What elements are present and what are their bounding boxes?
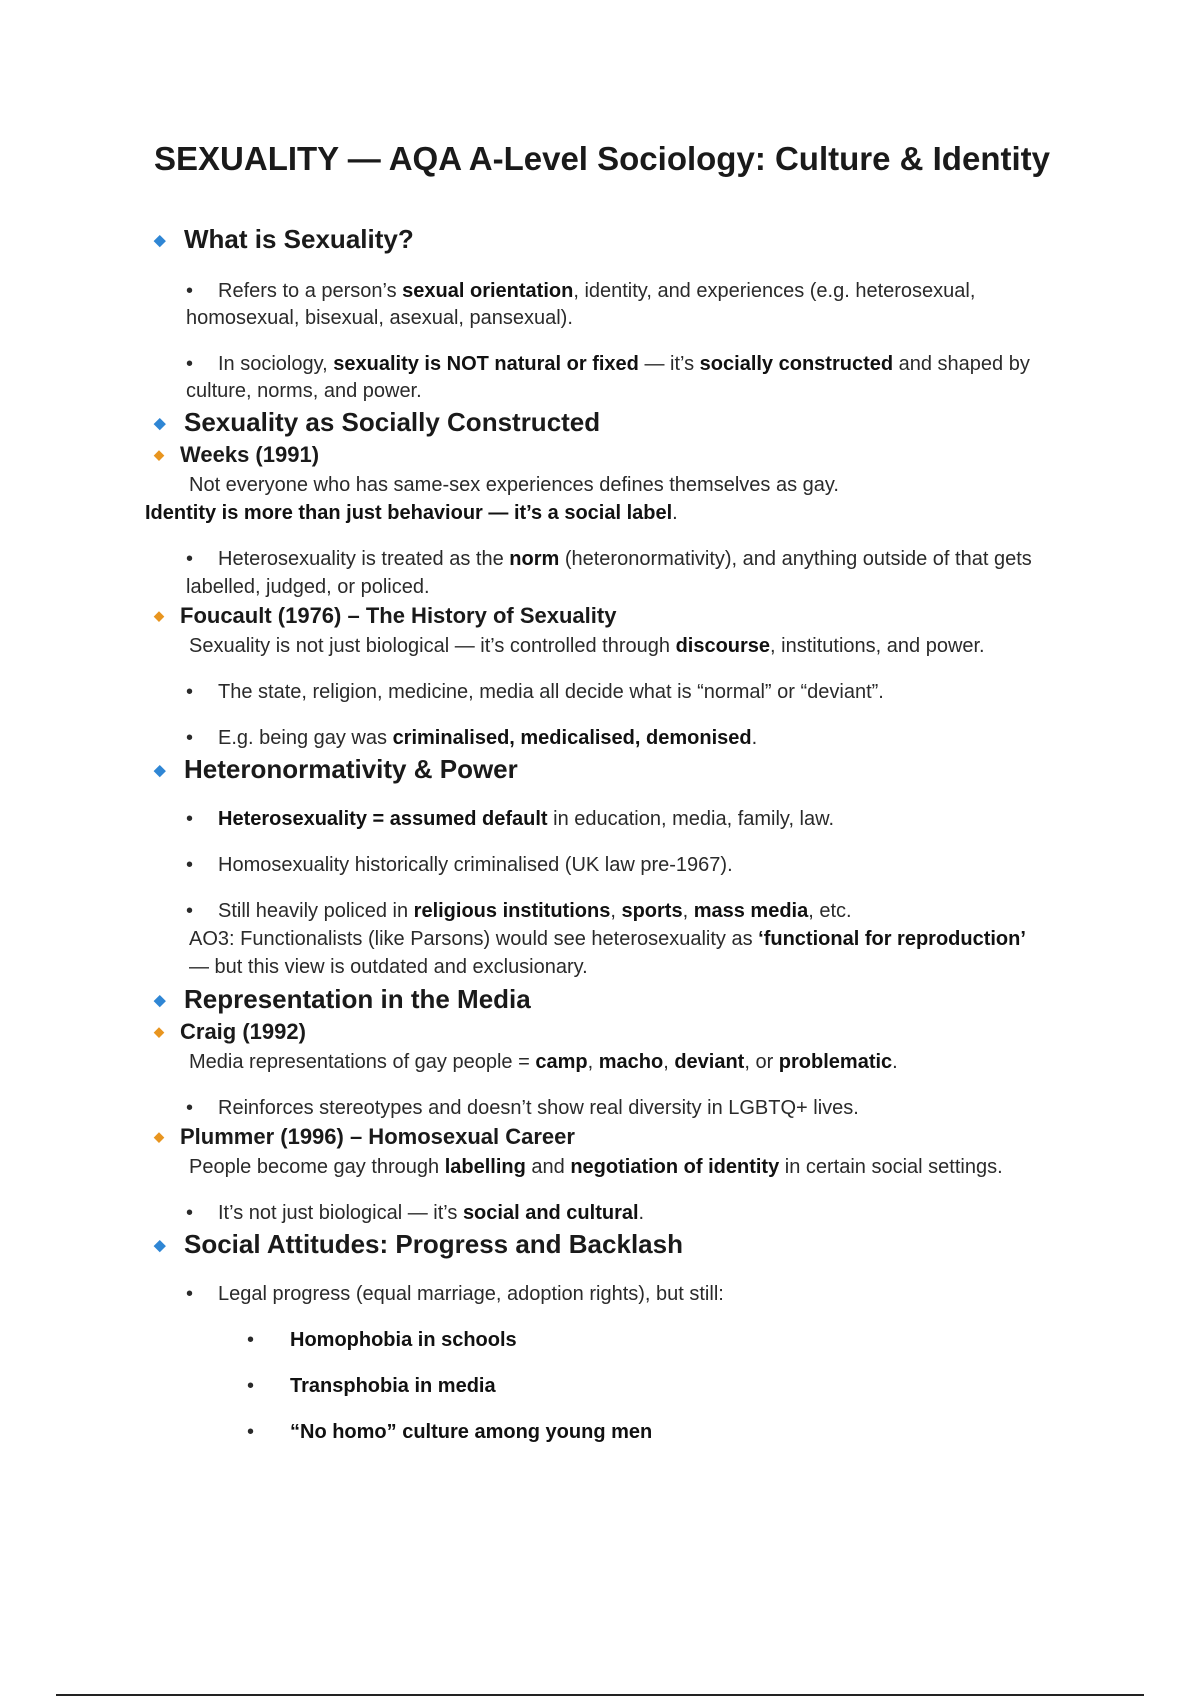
- list-item-continuation: culture, norms, and power.: [186, 380, 422, 402]
- bullet-icon: •: [247, 1421, 255, 1443]
- subheading-weeks: ◆ Weeks (1991): [154, 442, 320, 467]
- foucault-text: Sexuality is not just biological — it’s controlled through discourse, institutions, and power.: [189, 635, 985, 657]
- bullet-icon: •: [186, 548, 194, 570]
- list-item: Reinforces stereotypes and doesn’t show real diversity in LGBTQ+ lives.: [218, 1097, 859, 1119]
- list-item: In sociology, sexuality is NOT natural or fixed — it’s socially constructed and shaped by: [218, 353, 1030, 375]
- bullet-icon: •: [186, 1097, 194, 1119]
- section-heading-what-is-sexuality: ◆ What is Sexuality?: [154, 224, 414, 254]
- nested-list-item: “No homo” culture among young men: [290, 1421, 653, 1443]
- list-item-continuation: labelled, judged, or policed.: [186, 576, 430, 598]
- page-title: SEXUALITY — AQA A-Level Sociology: Culture & Identity: [154, 140, 1050, 177]
- bullet-icon: •: [186, 1283, 194, 1305]
- section-heading-social-attitudes: ◆ Social Attitudes: Progress and Backlash: [154, 1229, 683, 1259]
- blue-diamond-icon: ◆: [154, 762, 166, 779]
- bullet-icon: •: [186, 727, 194, 749]
- list-item: Legal progress (equal marriage, adoption rights), but still:: [218, 1283, 724, 1305]
- bullet-icon: •: [186, 808, 194, 830]
- weeks-text-bold: Identity is more than just behaviour — it’s a social label.: [145, 502, 678, 524]
- subheading-foucault: ◆ Foucault (1976) – The History of Sexuality: [154, 603, 617, 628]
- list-item: E.g. being gay was criminalised, medicalised, demonised.: [218, 727, 758, 749]
- ao3-evaluation-continuation: — but this view is outdated and exclusionary.: [189, 956, 588, 978]
- orange-diamond-icon: ◆: [154, 608, 164, 623]
- section-heading-socially-constructed: ◆ Sexuality as Socially Constructed: [154, 407, 601, 437]
- plummer-text: People become gay through labelling and negotiation of identity in certain social settings.: [189, 1156, 1003, 1178]
- subheading-craig: ◆ Craig (1992): [154, 1019, 306, 1044]
- page-bottom-divider: [56, 1694, 1144, 1696]
- bullet-icon: •: [247, 1329, 255, 1351]
- blue-diamond-icon: ◆: [154, 992, 166, 1009]
- list-item: Refers to a person’s sexual orientation, identity, and experiences (e.g. heterosexual,: [218, 280, 976, 302]
- subheading-plummer: ◆ Plummer (1996) – Homosexual Career: [154, 1124, 575, 1149]
- bullet-icon: •: [186, 900, 194, 922]
- list-item: Heterosexuality = assumed default in education, media, family, law.: [218, 808, 835, 830]
- ao3-evaluation: AO3: Functionalists (like Parsons) would see heterosexuality as ‘functional for reproduction’: [189, 928, 1026, 950]
- bullet-icon: •: [186, 353, 194, 375]
- orange-diamond-icon: ◆: [154, 447, 164, 462]
- blue-diamond-icon: ◆: [154, 1237, 166, 1254]
- nested-list-item: Homophobia in schools: [290, 1329, 517, 1351]
- section-heading-media: ◆ Representation in the Media: [154, 984, 531, 1014]
- section-heading-heteronormativity: ◆ Heteronormativity & Power: [154, 754, 518, 784]
- craig-text: Media representations of gay people = camp, macho, deviant, or problematic.: [189, 1051, 898, 1073]
- list-item: Heterosexuality is treated as the norm (heteronormativity), and anything outside of that gets: [218, 548, 1032, 570]
- bullet-icon: •: [186, 1202, 194, 1224]
- list-item: Homosexuality historically criminalised (UK law pre-1967).: [218, 854, 733, 876]
- list-item: It’s not just biological — it’s social and cultural.: [218, 1202, 645, 1224]
- list-item: The state, religion, medicine, media all decide what is “normal” or “deviant”.: [218, 681, 884, 703]
- list-item-continuation: homosexual, bisexual, asexual, pansexual).: [186, 307, 573, 329]
- bullet-icon: •: [186, 681, 194, 703]
- bullet-icon: •: [247, 1375, 255, 1397]
- bullet-icon: •: [186, 280, 194, 302]
- orange-diamond-icon: ◆: [154, 1024, 164, 1039]
- list-item: Still heavily policed in religious institutions, sports, mass media, etc.: [218, 900, 852, 922]
- blue-diamond-icon: ◆: [154, 232, 166, 249]
- orange-diamond-icon: ◆: [154, 1129, 164, 1144]
- weeks-text: Not everyone who has same-sex experiences defines themselves as gay.: [189, 474, 839, 496]
- blue-diamond-icon: ◆: [154, 415, 166, 432]
- nested-list-item: Transphobia in media: [290, 1375, 496, 1397]
- bullet-icon: •: [186, 854, 194, 876]
